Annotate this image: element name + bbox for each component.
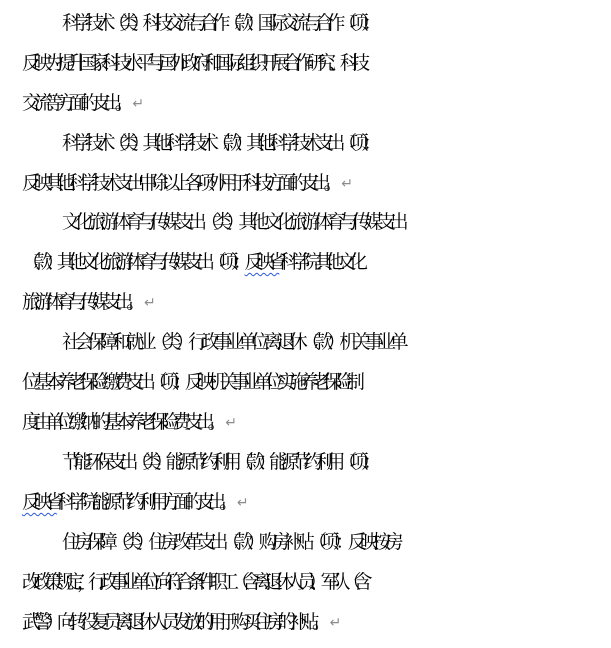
paragraph-5-line-1: 节能环保支出（类）能源节约利用（款）能源节约利用（项）： xyxy=(62,451,375,473)
paragraph-2-line-2: 反映其他科学技术支出中除以上各项外用于科技方面的支出。 ↵ xyxy=(0,163,611,203)
paragraph-mark-icon: ↵ xyxy=(132,96,137,112)
paragraph-4-line-2: 位基本养老保险缴费支出（项）：反映机关事业单位实施养老保险制 xyxy=(22,371,358,393)
paragraph-1-line-2: 反映为提升国家科技水平与国外政府和国际组织开展合作研究、科技 xyxy=(22,52,363,74)
spellcheck-underline: 反映省 xyxy=(22,491,57,513)
paragraph-5-line-2: 反映省科学院能源节约利用方面的支出。 ↵ xyxy=(0,482,611,522)
paragraph-3-line-2: （款）其他文化旅游体育与传媒支出（项）：反映省科学院其他文化 xyxy=(22,251,361,273)
paragraph-4-line-3: 度由单位缴纳的基本养老保险费支出。 ↵ xyxy=(0,402,611,442)
paragraph-1-line-3: 交流等方面的支出。 ↵ xyxy=(0,83,611,123)
paragraph-mark-icon: ↵ xyxy=(341,176,346,192)
paragraph-6-line-3: 武警）向转役复员离退休人员发放的用于购买住房的补贴。 ↵ xyxy=(0,602,611,642)
paragraph-6-line-1: 住房保障（类）住房改革支出（款）购房补贴（项）：反映按房 xyxy=(62,531,397,553)
paragraph-mark-icon: ↵ xyxy=(236,495,242,511)
paragraph-1-line-1: 科学技术（类）科技交流与合作（款）国际交流与合作（项）： xyxy=(62,12,375,34)
paragraph-3-line-1: 文化旅游体育与传媒支出（类）其他文化旅游体育与传媒支出 xyxy=(62,211,403,233)
spellcheck-underline: 反映省 xyxy=(244,251,280,273)
paragraph-6-line-2: 改政策规定，行政事业单位向符合条件职工（含离退休人员）、军队（含 xyxy=(22,571,365,593)
paragraph-3-line-3: 旅游体育与传媒支出。 ↵ xyxy=(0,282,611,322)
paragraph-mark-icon: ↵ xyxy=(329,615,334,631)
paragraph-2-line-1: 科学技术（类）其他科学技术（款）其他科学技术支出（项）： xyxy=(62,132,375,154)
paragraph-mark-icon: ↵ xyxy=(225,415,230,431)
paragraph-mark-icon: ↵ xyxy=(144,295,149,311)
paragraph-4-line-1: 社会保障和就业（类）行政事业单位离退休（款）机关事业单 xyxy=(62,331,403,353)
